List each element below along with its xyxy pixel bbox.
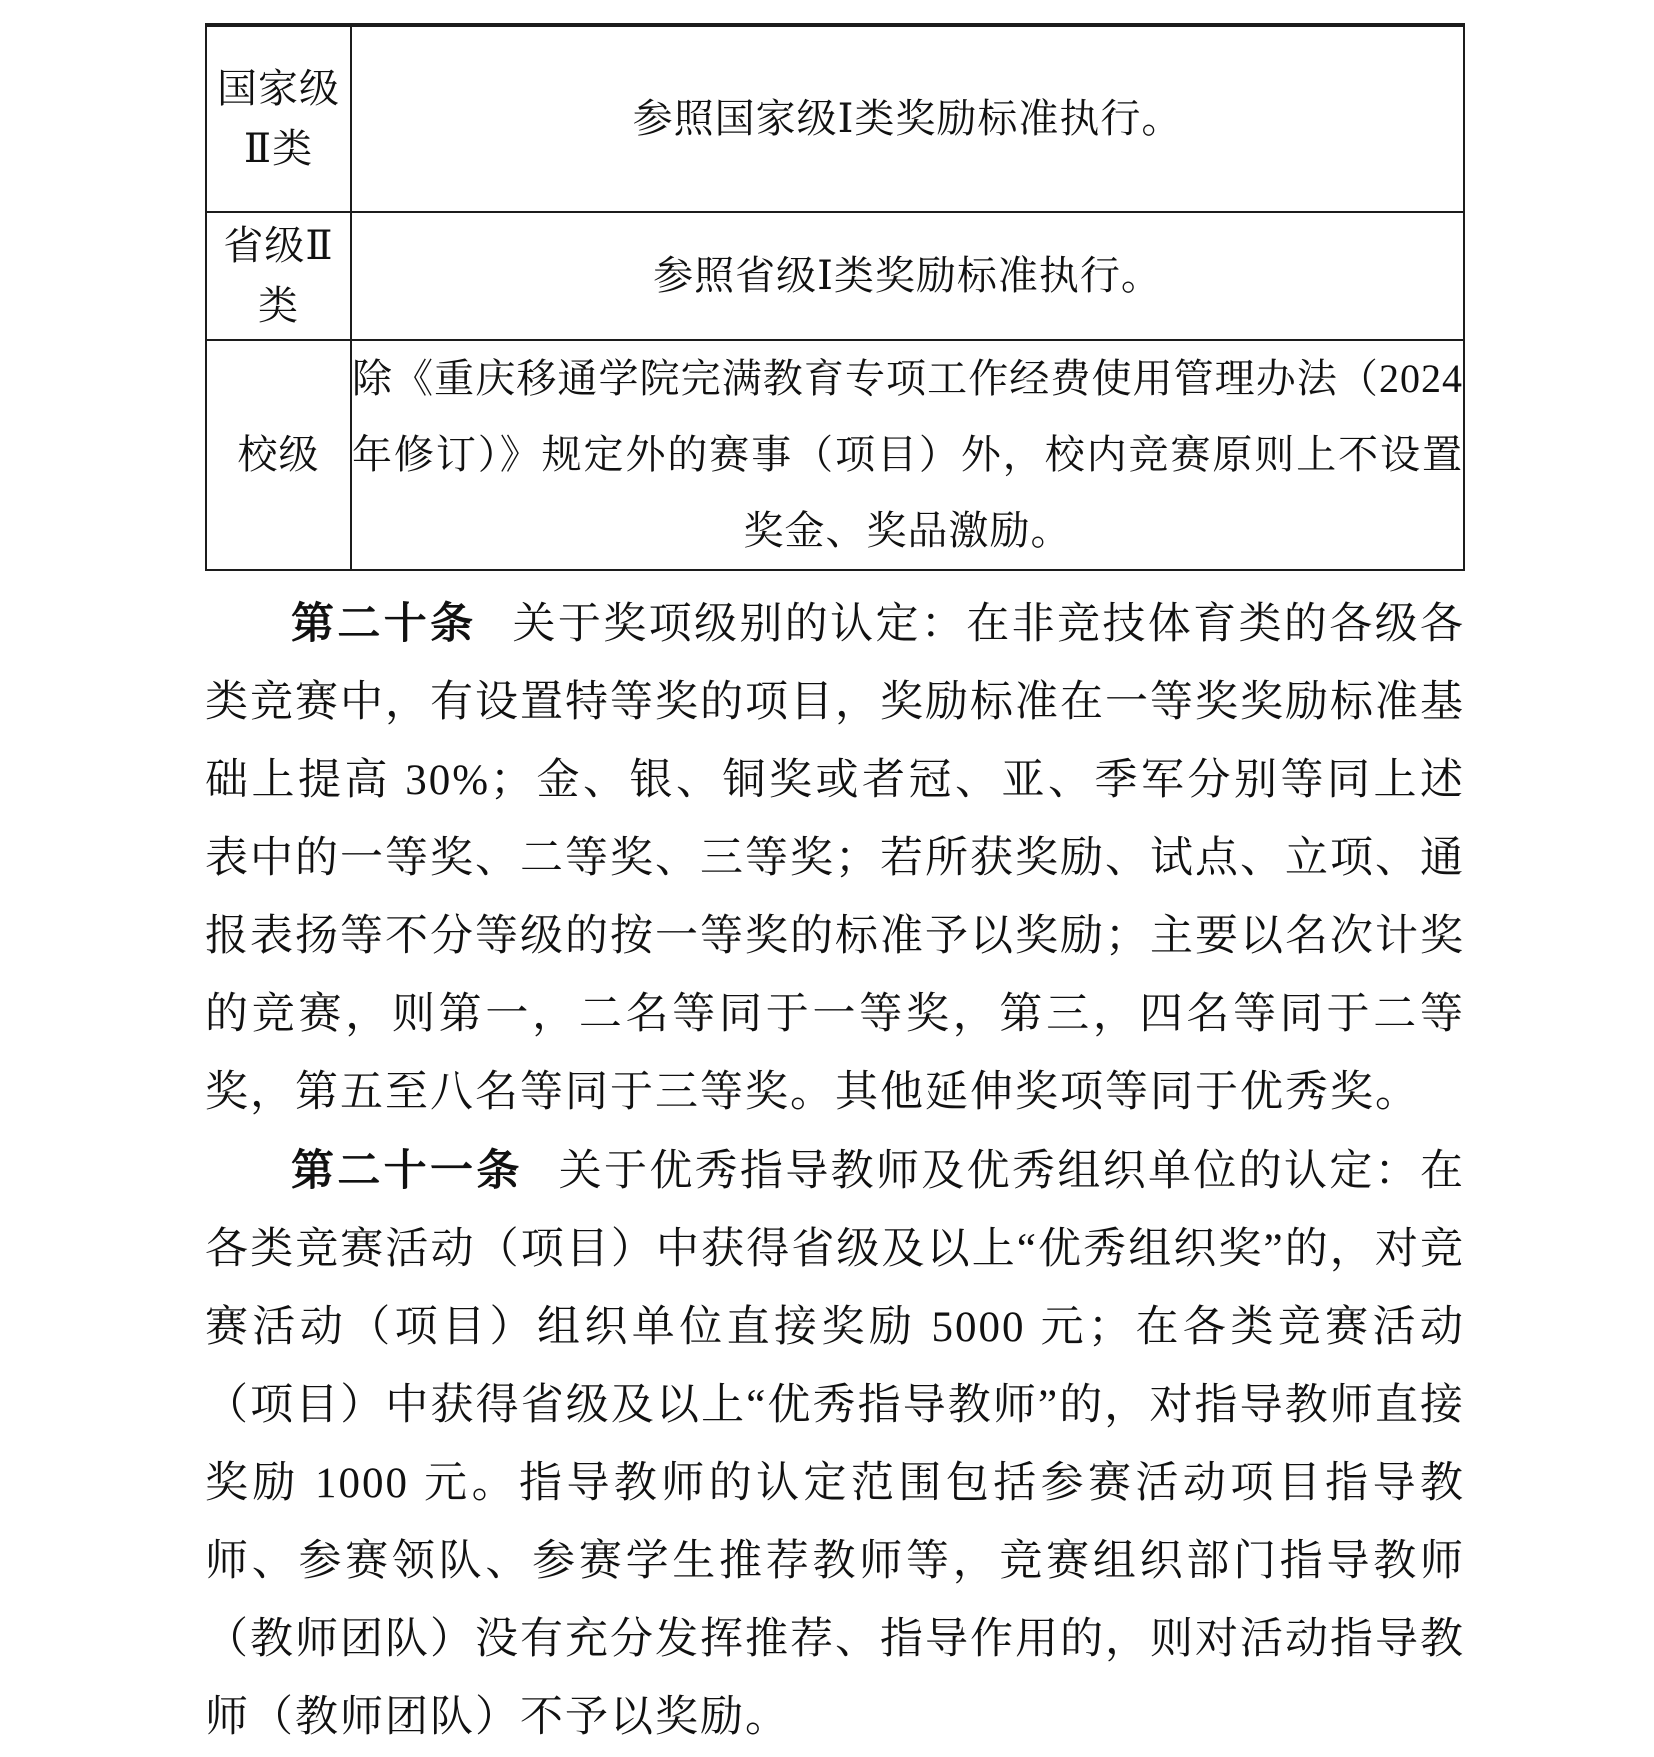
paragraph-article-20 — [205, 585, 1465, 1132]
article-20-text: 关于奖项级别的认定：在非竞技体育类的各级各类竞赛中，有设置特等奖的项目，奖励标准在一等奖奖励标准基础上提高 30%；金、银、铜奖或者冠、亚、季军分别等同上述表中的一等奖、二等奖、三等奖；若所获奖励、试点、立项、通报表扬等不分等级的按一等奖的标准予以奖励；主要以名次计奖的竞赛，则第一，二名等同于一等奖，第三，四名等同于二等奖，第五至八名等同于三等奖。其他延伸奖项等同于优秀奖。 — [205, 601, 1465, 1116]
level-cell-national-class2: 国家级Ⅱ类 — [206, 25, 351, 212]
content-cell-provincial-class2: 参照省级Ⅰ类奖励标准执行。 — [351, 212, 1464, 340]
article-21-heading: 第二十一条 — [291, 1147, 523, 1195]
paragraph-article-21 — [205, 1132, 1465, 1757]
table-row-school-level — [206, 340, 1464, 570]
table-row-provincial-class2 — [206, 212, 1464, 340]
article-21-text: 关于优秀指导教师及优秀组织单位的认定：在各类竞赛活动（项目）中获得省级及以上“优秀组织奖”的，对竞赛活动（项目）组织单位直接奖励 5000 元；在各类竞赛活动（项目）中获得省级及以上“优秀指导教师”的，对指导教师直接奖励 1000 元。指导教师的认定范围包括参赛活动项目指导教师、参赛领队、参赛学生推荐教师等，竞赛组织部门指导教师（教师团队）没有充分发挥推荐、指导作用的，则对活动指导教师（教师团队）不予以奖励。 — [205, 1148, 1466, 1741]
content-cell-school-level: 除《重庆移通学院完满教育专项工作经费使用管理办法（2024 年修订）》规定外的赛事（项目）外，校内竞赛原则上不设置奖金、奖品激励。 — [351, 340, 1464, 570]
reward-levels-table — [205, 23, 1465, 571]
level-cell-provincial-class2: 省级Ⅱ类 — [206, 212, 351, 340]
table-row-national-class2 — [206, 25, 1464, 212]
level-cell-school-level: 校级 — [206, 340, 351, 570]
document-content — [205, 23, 1465, 1757]
article-20-heading: 第二十条 — [291, 600, 477, 648]
content-cell-national-class2: 参照国家级Ⅰ类奖励标准执行。 — [351, 25, 1464, 212]
article-paragraphs — [205, 585, 1465, 1757]
